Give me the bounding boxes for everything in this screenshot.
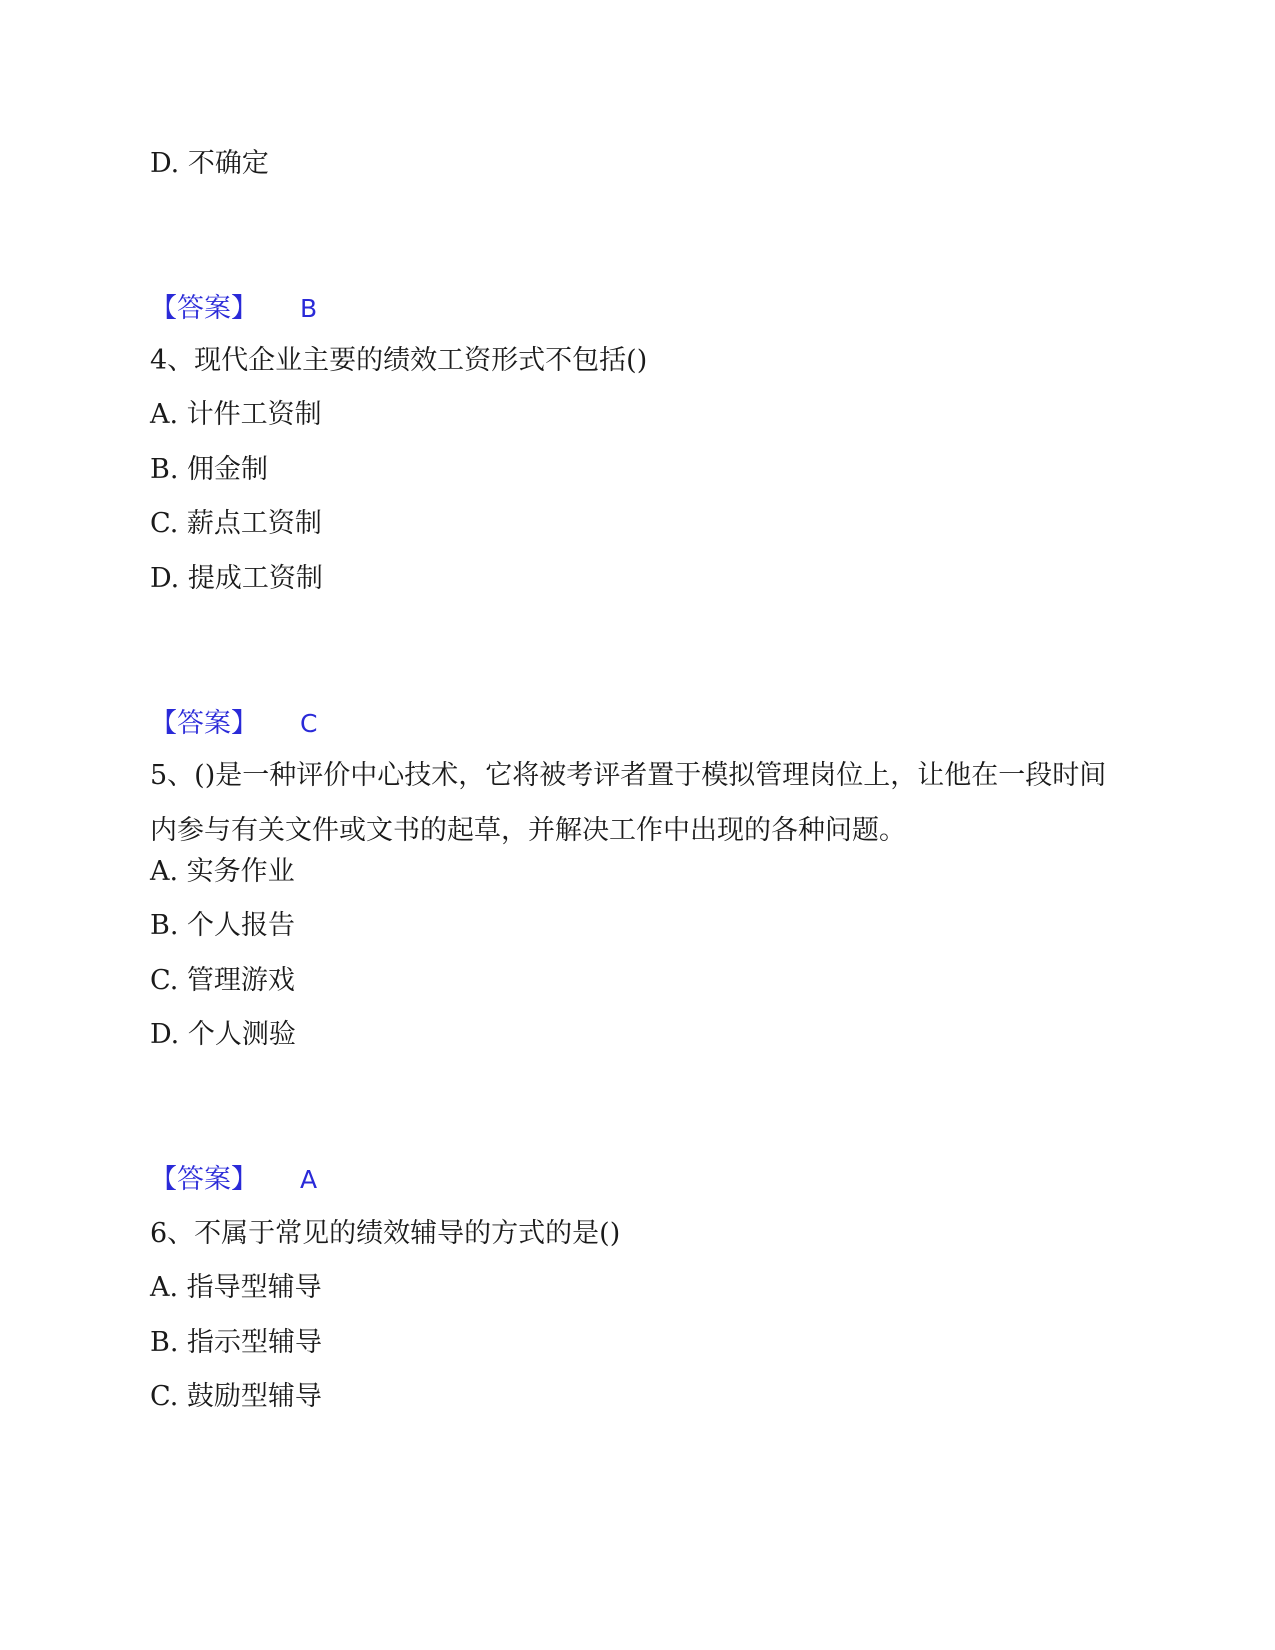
q5-question: 5、()是一种评价中心技术，它将被考评者置于模拟管理岗位上，让他在一段时间内参与有关文件或文书的起草，并解决工作中出现的各种问题。	[150, 760, 1107, 846]
q5-option-d: D. 个人测验	[150, 1019, 296, 1050]
q5-option-a: A. 实务作业	[150, 856, 295, 887]
answer-label: 【答案】	[150, 1164, 258, 1195]
answer-label: 【答案】	[150, 708, 258, 739]
answer-label: 【答案】	[150, 293, 258, 324]
q4-option-c: C. 薪点工资制	[150, 508, 322, 539]
q5-option-c: C. 管理游戏	[150, 965, 295, 996]
q5-option-b: B. 个人报告	[150, 910, 296, 941]
q6-option-a: A. 指导型辅导	[150, 1272, 322, 1303]
q4-option-a: A. 计件工资制	[150, 399, 322, 430]
answer-value: A	[300, 1165, 318, 1194]
q3-option-d: D. 不确定	[150, 148, 269, 179]
answer-value: C	[300, 709, 318, 738]
q6-question: 6、不属于常见的绩效辅导的方式的是()	[150, 1218, 621, 1249]
q3-answer	[150, 292, 317, 326]
q6-option-b: B. 指示型辅导	[150, 1327, 323, 1358]
q4-question: 4、现代企业主要的绩效工资形式不包括()	[150, 345, 648, 376]
q4-option-d: D. 提成工资制	[150, 563, 323, 594]
q4-option-b: B. 佣金制	[150, 454, 269, 485]
q5-answer	[150, 1163, 317, 1197]
answer-value: B	[300, 294, 318, 323]
q4-answer	[150, 707, 317, 741]
q6-option-c: C. 鼓励型辅导	[150, 1381, 322, 1412]
